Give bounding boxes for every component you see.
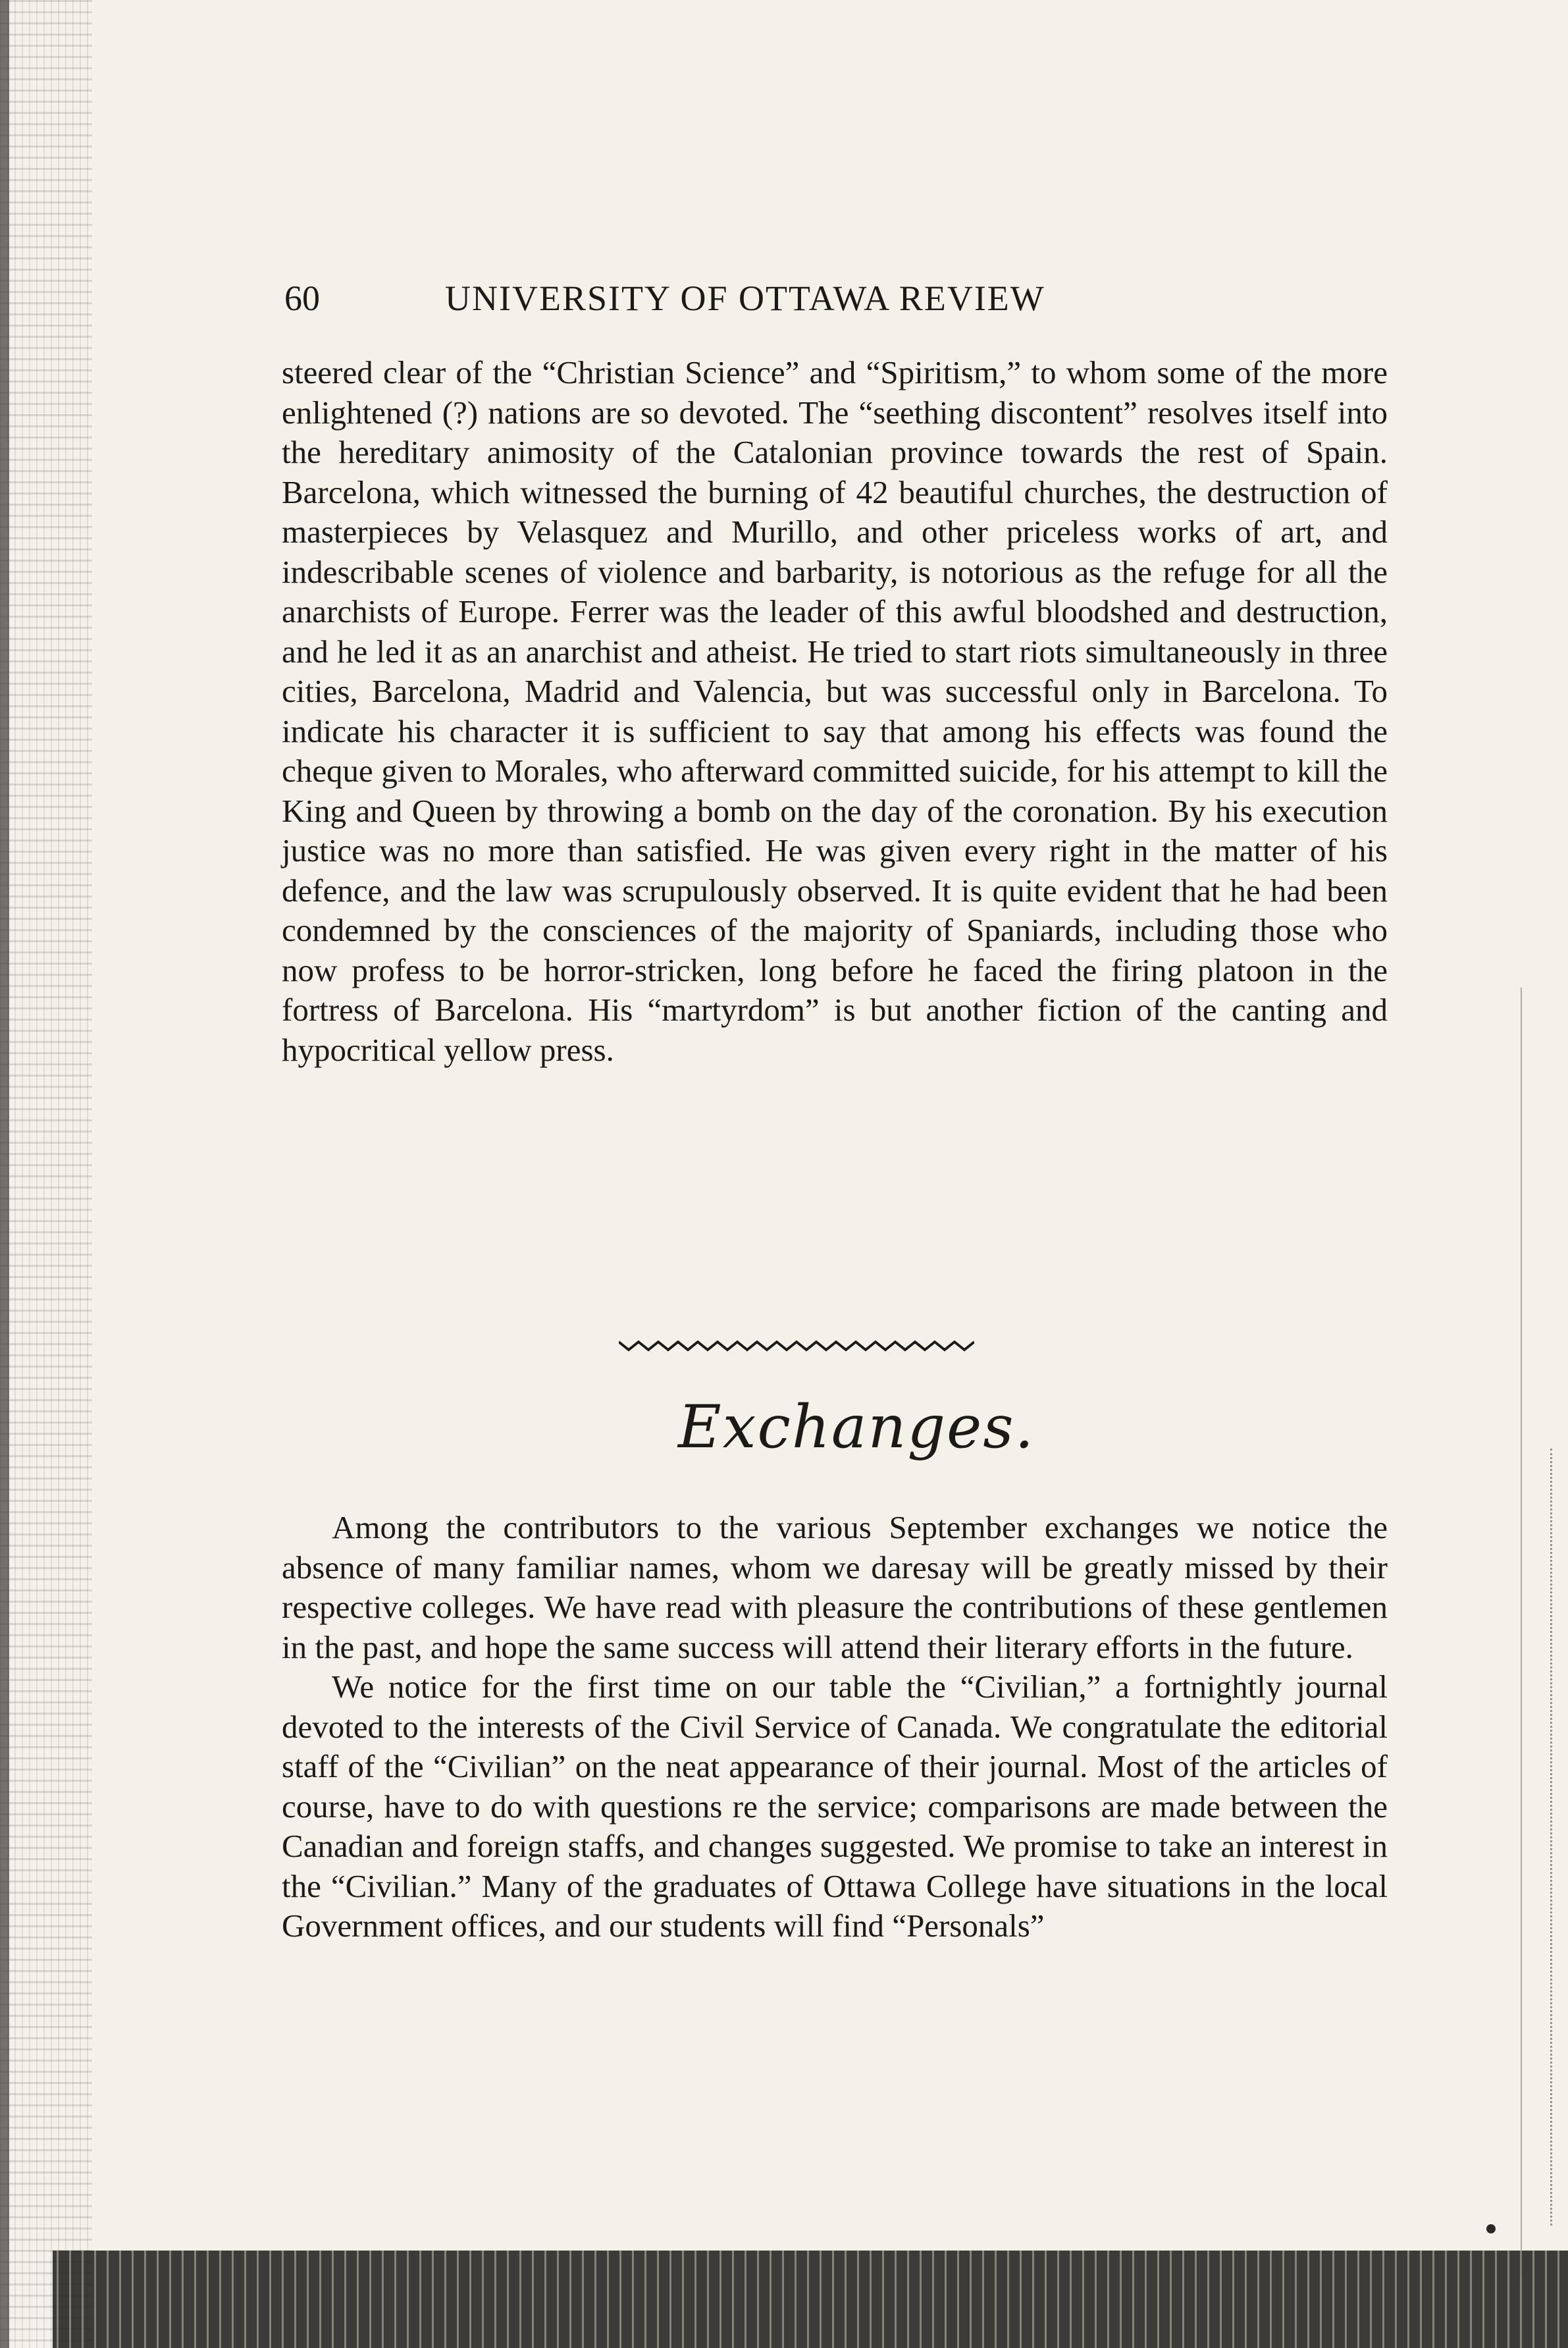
page-number: 60 (284, 279, 320, 318)
scan-edge-right (1550, 1449, 1564, 2226)
ink-speck (1486, 2224, 1496, 2233)
running-title: UNIVERSITY OF OTTAWA REVIEW (445, 279, 1045, 318)
body-paragraph: We notice for the first time on our table the “Civilian,” a fortnightly journal devoted to the interests of the Civil Service of Canada. We congratulate the editorial staff of the “Civilian” on the neat appearance of their journal. Most of the articles of course, have to do with questions re the service; comparisons are made between the Canadian and foreign staffs, and changes suggested. We promise to take an interest in the “Civilian.” Many of the graduates of Ottawa College have situations in the local Government offices, and our students will find “Personals” (282, 1668, 1388, 1944)
wavy-divider (619, 1337, 974, 1355)
scan-edge-bottom (53, 2251, 1568, 2348)
exchanges-section (282, 1508, 1388, 1946)
section-heading: Exchanges. (678, 1393, 1035, 1462)
article-continuation (282, 353, 1388, 1070)
body-paragraph: Among the contributors to the various September exchanges we notice the absence of many familiar names, whom we daresay will be greatly missed by their respective colleges. We have read with pleasure the contributions of these gentlemen in the past, and hope the same success will attend their literary efforts in the future. (282, 1509, 1388, 1665)
scan-margin-line (1521, 988, 1522, 2278)
body-paragraph: steered clear of the “Christian Science” and “Spiritism,” to whom some of the more enlightened (?) nations are so devoted. The “seething discontent” resolves itself into the hereditary animosity of the Catalonian province towards the rest of Spain. Barcelona, which witnessed the burning of 42 beautiful churches, the destruction of masterpieces by Velasquez and Murillo, and other priceless works of art, and indescribable scenes of violence and barbarity, is notorious as the refuge for all the anarchists of Europe. Ferrer was the leader of this awful bloodshed and destruction, and he led it as an anarchist and atheist. He tried to start riots simultaneously in three cities, Barcelona, Madrid and Valencia, but was successful only in Barcelona. To indicate his character it is sufficient to say that among his effects was found the cheque given to Morales, who afterward committed suicide, for his attempt to kill the King and Queen by throwing a bomb on the day of the coronation. By his execution justice was no more than satisfied. He was given every right in the matter of his defence, and the law was scrupulously observed. It is quite evident that he had been condemned by the consciences of the majority of Spaniards, including those who now profess to be horror-stricken, long before he faced the firing platoon in the fortress of Barcelona. His “martyrdom” is but another fiction of the canting and hypocritical yellow press. (282, 354, 1388, 1068)
scan-edge-left-border (0, 0, 9, 2348)
page-header (284, 275, 1206, 321)
scan-edge-left (0, 0, 92, 2348)
